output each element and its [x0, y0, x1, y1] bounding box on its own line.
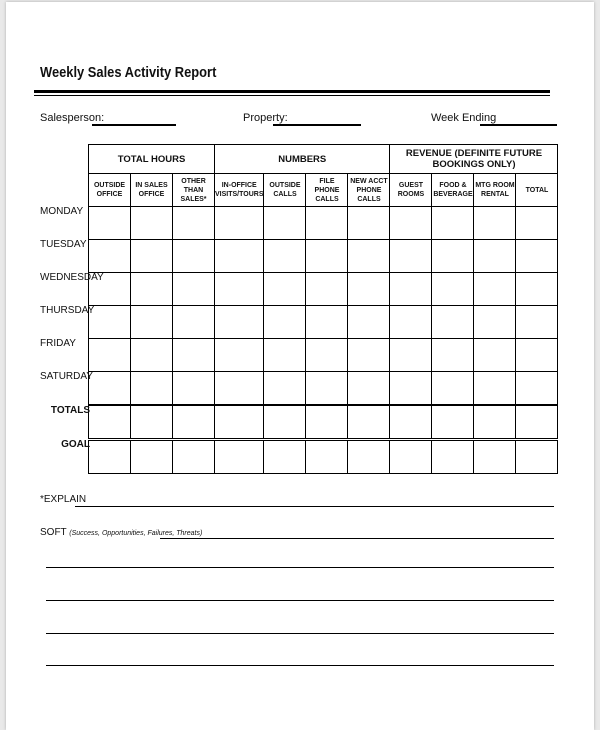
entry-cell[interactable] [474, 339, 516, 372]
col-in-office-visits: IN-OFFICE VISITS/TOURS [215, 174, 264, 207]
entry-cell[interactable] [432, 207, 474, 240]
entry-cell[interactable] [390, 207, 432, 240]
entry-cell[interactable] [306, 440, 348, 474]
entry-cell[interactable] [432, 273, 474, 306]
week-ending-field[interactable] [480, 124, 557, 126]
entry-cell[interactable] [215, 207, 264, 240]
entry-cell[interactable] [306, 273, 348, 306]
col-outside-office: OUTSIDE OFFICE [89, 174, 131, 207]
col-guest-rooms: GUEST ROOMS [390, 174, 432, 207]
entry-cell[interactable] [348, 273, 390, 306]
entry-cell[interactable] [215, 372, 264, 406]
row-friday [89, 339, 558, 372]
entry-cell[interactable] [432, 405, 474, 440]
entry-cell[interactable] [348, 240, 390, 273]
entry-cell[interactable] [89, 240, 131, 273]
entry-cell[interactable] [215, 405, 264, 440]
entry-cell[interactable] [516, 372, 558, 406]
explain-field[interactable] [75, 506, 554, 507]
entry-cell[interactable] [516, 339, 558, 372]
row-goal [89, 440, 558, 474]
entry-cell[interactable] [89, 405, 131, 440]
entry-cell[interactable] [432, 372, 474, 406]
entry-cell[interactable] [173, 240, 215, 273]
entry-cell[interactable] [173, 372, 215, 406]
entry-cell[interactable] [432, 440, 474, 474]
soft-label: SOFT [40, 527, 67, 538]
entry-cell[interactable] [348, 372, 390, 406]
entry-cell[interactable] [306, 405, 348, 440]
activity-table [88, 144, 558, 474]
entry-cell[interactable] [264, 306, 306, 339]
group-revenue: REVENUE (DEFINITE FUTURE BOOKINGS ONLY) [390, 145, 558, 174]
entry-cell[interactable] [390, 440, 432, 474]
entry-cell[interactable] [474, 273, 516, 306]
entry-cell[interactable] [348, 440, 390, 474]
row-totals [89, 405, 558, 440]
title-rule-thick [34, 90, 550, 93]
col-in-sales-office: IN SALES OFFICE [131, 174, 173, 207]
entry-cell[interactable] [432, 240, 474, 273]
row-label-wednesday: WEDNESDAY [40, 272, 104, 283]
entry-cell[interactable] [348, 207, 390, 240]
salesperson-field[interactable] [92, 124, 176, 126]
row-label-monday: MONDAY [40, 206, 84, 217]
title-rule-thin [34, 95, 550, 96]
entry-cell[interactable] [390, 339, 432, 372]
entry-cell[interactable] [348, 306, 390, 339]
entry-cell[interactable] [432, 306, 474, 339]
entry-cell[interactable] [215, 339, 264, 372]
entry-cell[interactable] [432, 339, 474, 372]
entry-cell[interactable] [390, 405, 432, 440]
entry-cell[interactable] [173, 405, 215, 440]
entry-cell[interactable] [173, 306, 215, 339]
col-other-than-sales: OTHER THAN SALES* [173, 174, 215, 207]
entry-cell[interactable] [516, 405, 558, 440]
entry-cell[interactable] [474, 207, 516, 240]
entry-cell[interactable] [306, 207, 348, 240]
entry-cell[interactable] [173, 440, 215, 474]
entry-cell[interactable] [348, 405, 390, 440]
entry-cell[interactable] [264, 372, 306, 406]
row-label-friday: FRIDAY [40, 338, 76, 349]
col-file-phone-calls: FILE PHONE CALLS [306, 174, 348, 207]
entry-cell[interactable] [516, 306, 558, 339]
entry-cell[interactable] [89, 339, 131, 372]
col-new-acct-phone-calls: NEW ACCT PHONE CALLS [348, 174, 390, 207]
entry-cell[interactable] [474, 440, 516, 474]
report-title: Weekly Sales Activity Report [40, 64, 217, 81]
entry-cell[interactable] [306, 339, 348, 372]
entry-cell[interactable] [215, 306, 264, 339]
entry-cell[interactable] [264, 339, 306, 372]
entry-cell[interactable] [173, 339, 215, 372]
entry-cell[interactable] [215, 273, 264, 306]
row-label-saturday: SATURDAY [40, 371, 93, 382]
entry-cell[interactable] [89, 440, 131, 474]
entry-cell[interactable] [474, 405, 516, 440]
salesperson-label: Salesperson: [40, 112, 105, 124]
entry-cell[interactable] [474, 240, 516, 273]
entry-cell[interactable] [264, 440, 306, 474]
entry-cell[interactable] [390, 240, 432, 273]
entry-cell[interactable] [264, 405, 306, 440]
entry-cell[interactable] [306, 306, 348, 339]
row-thursday [89, 306, 558, 339]
entry-cell[interactable] [89, 207, 131, 240]
group-numbers: NUMBERS [215, 145, 390, 174]
entry-cell[interactable] [264, 240, 306, 273]
entry-cell[interactable] [390, 372, 432, 406]
entry-cell[interactable] [390, 306, 432, 339]
col-total: TOTAL [516, 174, 558, 207]
property-field[interactable] [273, 124, 361, 126]
entry-cell[interactable] [474, 372, 516, 406]
group-total-hours: TOTAL HOURS [89, 145, 215, 174]
entry-cell[interactable] [131, 372, 173, 406]
row-label-goal: GOAL [61, 439, 90, 450]
entry-cell[interactable] [516, 207, 558, 240]
entry-cell[interactable] [173, 273, 215, 306]
entry-cell[interactable] [474, 306, 516, 339]
col-mtg-room-rental: MTG ROOM RENTAL [474, 174, 516, 207]
notes-line[interactable] [46, 567, 554, 568]
entry-cell[interactable] [89, 372, 131, 406]
row-monday [89, 207, 558, 240]
entry-cell[interactable] [131, 405, 173, 440]
row-label-thursday: THURSDAY [40, 305, 95, 316]
entry-cell[interactable] [264, 207, 306, 240]
entry-cell[interactable] [306, 240, 348, 273]
col-outside-calls: OUTSIDE CALLS [264, 174, 306, 207]
entry-cell[interactable] [215, 440, 264, 474]
property-label: Property: [243, 112, 288, 124]
entry-cell[interactable] [516, 440, 558, 474]
entry-cell[interactable] [131, 339, 173, 372]
entry-cell[interactable] [516, 273, 558, 306]
entry-cell[interactable] [131, 207, 173, 240]
row-label-tuesday: TUESDAY [40, 239, 87, 250]
row-saturday [89, 372, 558, 406]
entry-cell[interactable] [131, 240, 173, 273]
entry-cell[interactable] [215, 240, 264, 273]
col-food-beverage: FOOD & BEVERAGE [432, 174, 474, 207]
row-label-totals: TOTALS [50, 405, 90, 416]
entry-cell[interactable] [131, 273, 173, 306]
soft-label-group [40, 527, 202, 538]
entry-cell[interactable] [516, 240, 558, 273]
notes-line[interactable] [46, 633, 554, 634]
notes-line[interactable] [46, 665, 554, 666]
entry-cell[interactable] [306, 372, 348, 406]
entry-cell[interactable] [173, 207, 215, 240]
entry-cell[interactable] [131, 440, 173, 474]
entry-cell[interactable] [131, 306, 173, 339]
week-ending-label: Week Ending [431, 112, 497, 124]
notes-line[interactable] [46, 600, 554, 601]
entry-cell[interactable] [390, 273, 432, 306]
explain-label: *EXPLAIN [40, 494, 87, 505]
entry-cell[interactable] [264, 273, 306, 306]
entry-cell[interactable] [348, 339, 390, 372]
entry-cell[interactable] [89, 306, 131, 339]
row-tuesday [89, 240, 558, 273]
row-wednesday [89, 273, 558, 306]
soft-field[interactable] [160, 538, 554, 539]
soft-note: (Success, Opportunities, Failures, Threats) [69, 530, 203, 537]
